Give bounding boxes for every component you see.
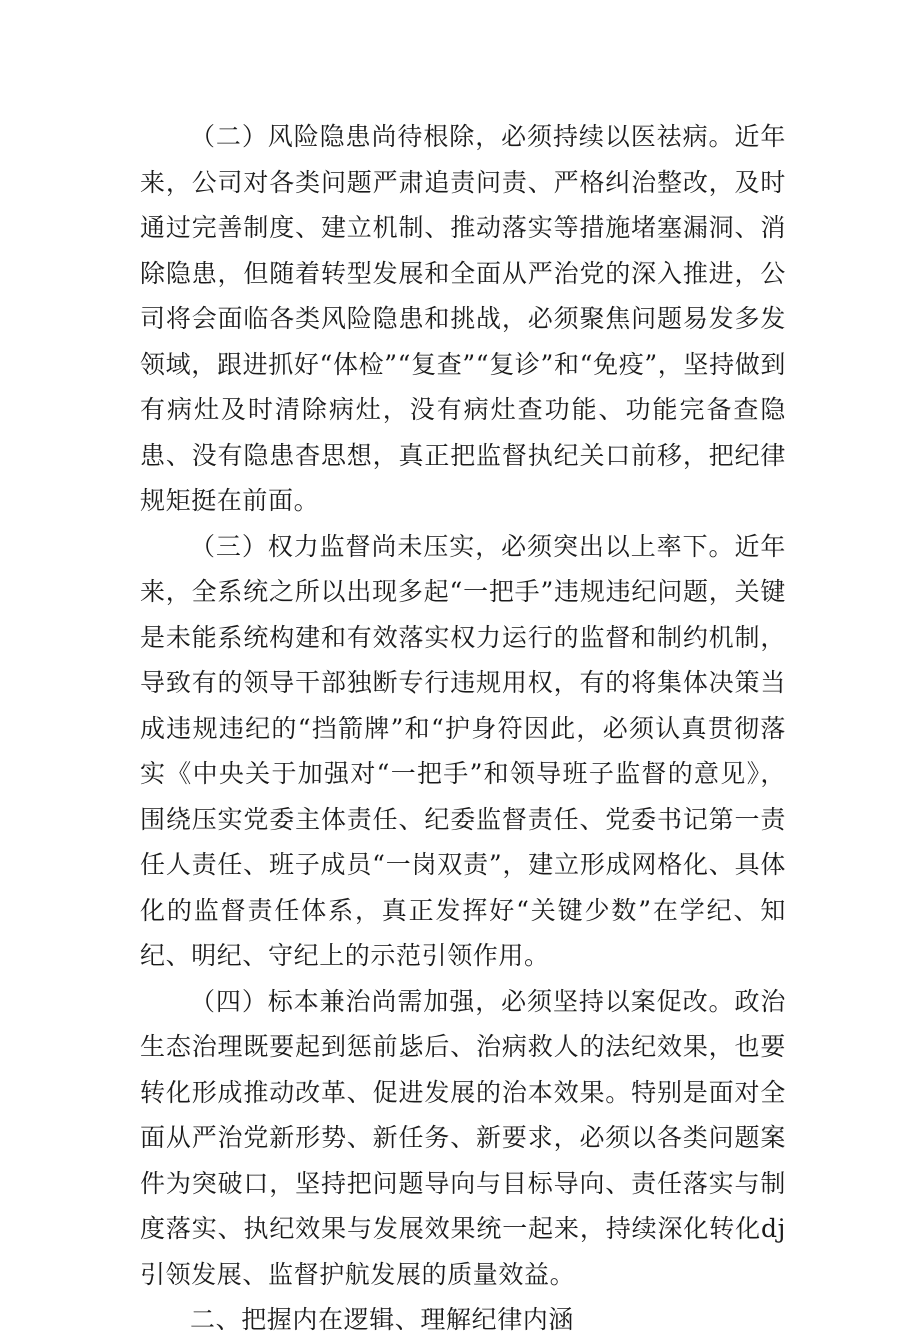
section-heading: 二、把握内在逻辑、理解纪律内涵 [190, 1305, 575, 1334]
paragraph-risk-hazards: （二）风险隐患尚待根除，必须持续以医祛病。近年来，公司对各类问题严肃追责问责、严格纠治整改，及时通过完善制度、建立机制、推动落实等措施堵塞漏洞、消除隐患，但随着转型发展和全面从严治党的深入推进，公司将会面临各类风险隐患和挑战，必须聚焦问题易发多发领域，跟进抓好“体检”“复查”“复诊”和“免疫”，坚持做到有病灶及时清除病灶，没有病灶查功能、功能完备查隐患、没有隐患杳思想，真正把监督执纪关口前移，把纪律规矩挺在前面。 [140, 122, 786, 515]
paragraph-power-supervision: （三）权力监督尚未压实，必须突出以上率下。近年来，全系统之所以出现多起“一把手”违规违纪问题，关键是未能系统构建和有效落实权力运行的监督和制约机制，导致有的领导干部独断专行违规用权，有的将集体决策当成违规违纪的“挡箭牌”和“护身符因此，必须认真贯彻落实《中央关于加强对“一把手”和领导班子监督的意见》，围绕压实党委主体责任、纪委监督责任、党委书记第一责任人责任、班子成员“一岗双责”，建立形成网格化、具体化的监督责任体系，真正发挥好“关键少数”在学纪、知纪、明纪、守纪上的示范引领作用。 [140, 531, 786, 970]
document-page [140, 114, 786, 1343]
paragraph-root-and-branch: （四）标本兼治尚需加强，必须坚持以案促改。政治生态治理既要起到惩前毖后、治病救人的法纪效果，也要转化形成推动改革、促进发展的治本效果。特别是面对全面从严治党新形势、新任务、新要求，必须以各类问题案件为突破口，坚持把问题导向与目标导向、责任落实与制度落实、执纪效果与发展效果统一起来，持续深化转化dj引领发展、监督护航发展的质量效益。 [140, 986, 786, 1289]
